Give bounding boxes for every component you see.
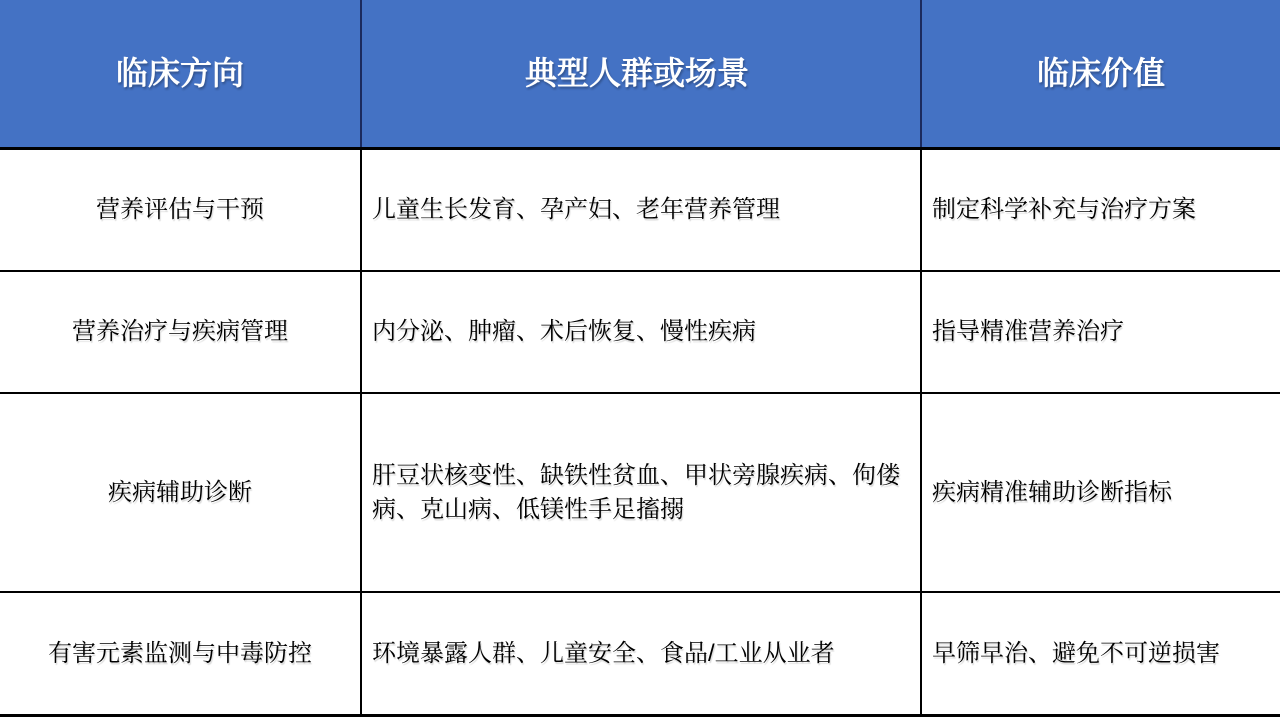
population-cell: 肝豆状核变性、缺铁性贫血、甲状旁腺疾病、佝偻病、克山病、低镁性手足搐搦	[362, 394, 922, 591]
value-cell: 早筛早治、避免不可逆损害	[932, 639, 1220, 667]
table-row-nutrition-therapy	[0, 272, 1280, 394]
direction-cell: 疾病辅助诊断	[0, 394, 362, 591]
table-header-row	[0, 0, 1280, 150]
table-row-disease-diagnosis	[0, 394, 1280, 593]
value-cell: 制定科学补充与治疗方案	[932, 196, 1196, 224]
header-cell-clinical-direction: 临床方向	[0, 0, 362, 147]
direction-cell: 有害元素监测与中毒防控	[0, 593, 362, 714]
population-cell: 内分泌、肿瘤、术后恢复、慢性疾病	[362, 272, 922, 392]
value-cell: 指导精准营养治疗	[932, 318, 1124, 346]
value-cell: 疾病精准辅助诊断指标	[932, 478, 1172, 506]
header-cell-typical-population: 典型人群或场景	[362, 0, 922, 147]
population-cell: 儿童生长发育、孕产妇、老年营养管理	[362, 150, 922, 270]
header-cell-clinical-value: 临床价值	[922, 0, 1280, 147]
table-row-harmful-elements	[0, 593, 1280, 717]
table-row-nutrition-assessment	[0, 150, 1280, 272]
direction-cell: 营养评估与干预	[0, 150, 362, 270]
direction-cell: 营养治疗与疾病管理	[0, 272, 362, 392]
population-cell: 环境暴露人群、儿童安全、食品/工业从业者	[362, 593, 922, 714]
